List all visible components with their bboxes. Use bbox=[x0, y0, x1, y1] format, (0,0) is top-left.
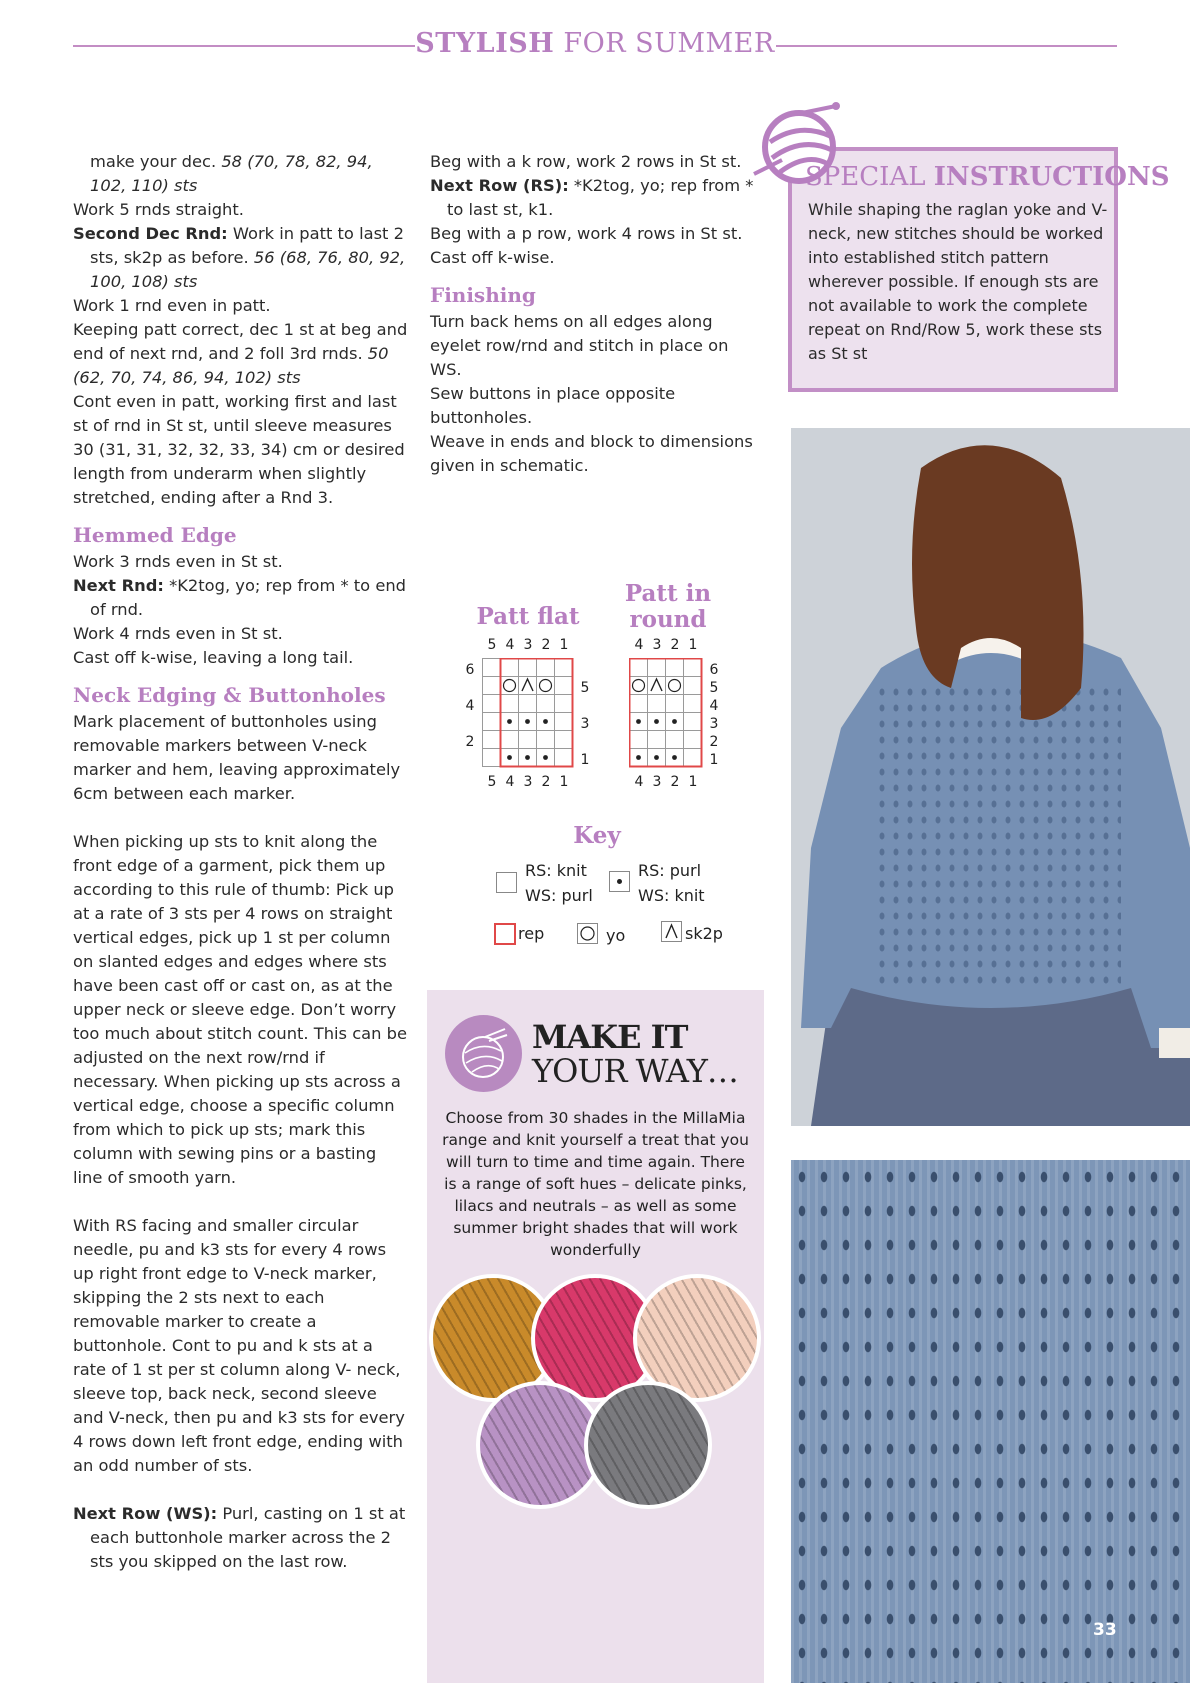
chart-number-label: 6 bbox=[709, 662, 719, 678]
text-run: With RS facing and smaller circular needle, pu and k3 sts for every 4 rows up right front edge to V-neck marker, skipping the 2 sts next to each removable marker to create a buttonhole. Cont to pu and k sts at a rate of 1 st per st column along V- neck, sleeve top, back neck, second sleeve and V-neck, then pu and k3 sts for every 4 rows down left front edge, ending with an odd number of sts. bbox=[73, 1216, 405, 1475]
text-run: Weave in ends and block to dimensions given in schematic. bbox=[430, 432, 753, 475]
paragraph bbox=[73, 710, 408, 806]
paragraph-gap bbox=[73, 1190, 408, 1214]
section-heading bbox=[430, 282, 765, 308]
text-run: Work 3 rnds even in St st. bbox=[73, 552, 283, 571]
knit-symbol-icon bbox=[496, 872, 517, 893]
chart-number-label: 4 bbox=[709, 698, 719, 714]
text-run: *K2tog, yo; rep from * to end of rnd. bbox=[90, 576, 406, 619]
text-run: Turn back hems on all edges along eyelet row/rnd and stitch in place on WS. bbox=[430, 312, 729, 379]
sk2p-symbol-icon bbox=[661, 921, 683, 943]
chart-number-label: 5 bbox=[580, 680, 590, 696]
chart-number-label: 1 bbox=[688, 774, 698, 790]
chart-number-label: 4 bbox=[634, 774, 644, 790]
text-run: Beg with a p row, work 4 rows in St st. bbox=[430, 224, 743, 243]
text-run: 58 (70, 78, 82, 94, 102, 110) sts bbox=[90, 152, 373, 195]
key-purl-rs: RS: purl bbox=[638, 861, 702, 880]
paragraph bbox=[73, 390, 408, 510]
paragraph bbox=[73, 830, 408, 1190]
chart-number-label: 2 bbox=[670, 774, 680, 790]
chart-number-label: 4 bbox=[634, 637, 644, 653]
paragraph bbox=[73, 150, 408, 198]
paragraph bbox=[430, 430, 765, 478]
paragraph bbox=[73, 318, 408, 390]
chart-number-label: 1 bbox=[559, 774, 569, 790]
key-title: Key bbox=[573, 822, 621, 849]
text-run: Mark placement of buttonholes using removable markers between V-neck marker and hem, leaving approximately 6cm between each marker. bbox=[73, 712, 401, 803]
paragraph bbox=[430, 382, 765, 430]
paragraph bbox=[430, 150, 765, 174]
paragraph bbox=[73, 622, 408, 646]
text-run: Beg with a k row, work 2 rows in St st. bbox=[430, 152, 742, 171]
paragraph bbox=[73, 1502, 408, 1574]
text-run: make your dec. bbox=[90, 152, 222, 171]
text-run: Next Row (WS): bbox=[73, 1504, 218, 1523]
paragraph bbox=[430, 222, 765, 246]
purl-symbol-icon bbox=[609, 871, 630, 892]
chart-number-label: 2 bbox=[670, 637, 680, 653]
paragraph bbox=[73, 1214, 408, 1478]
text-run: Next Rnd: bbox=[73, 576, 164, 595]
chart-flat-grid bbox=[482, 658, 576, 772]
lace-closeup-photo bbox=[791, 1160, 1190, 1683]
chart-number-label: 1 bbox=[709, 752, 719, 768]
yarn-badge-icon bbox=[445, 1015, 522, 1092]
chart-round-grid bbox=[629, 658, 705, 772]
your-way-title: YOUR WAY… bbox=[532, 1052, 738, 1090]
chart-number-label: 5 bbox=[709, 680, 719, 696]
page-number: 33 bbox=[1093, 1620, 1117, 1640]
chart-number-label: 3 bbox=[652, 637, 662, 653]
chart-number-label: 6 bbox=[465, 662, 475, 678]
chart-number-label: 5 bbox=[487, 774, 497, 790]
text-run: Work 5 rnds straight. bbox=[73, 200, 244, 219]
header-rule-left bbox=[73, 45, 415, 47]
chart-number-label: 1 bbox=[580, 752, 590, 768]
paragraph bbox=[73, 646, 408, 670]
paragraph bbox=[73, 222, 408, 294]
paragraph bbox=[73, 198, 408, 222]
text-run: 50 (62, 70, 74, 86, 94, 102) sts bbox=[73, 344, 389, 387]
text-run: Cont even in patt, working first and last st of rnd in St st, until sleeve measures 30 (31, 31, 32, 32, 33, 34) cm or desired length from underarm when slightly stretched, ending after a Rnd 3. bbox=[73, 392, 405, 507]
section-heading bbox=[73, 522, 408, 548]
chart-number-label: 2 bbox=[541, 774, 551, 790]
text-run: Keeping patt correct, dec 1 st at beg and end of next rnd, and 2 foll 3rd rnds. bbox=[73, 320, 408, 363]
yarn-swatch bbox=[584, 1381, 712, 1509]
special-instructions-title: SPECIAL INSTRUCTIONS bbox=[805, 162, 1170, 192]
yo-symbol-icon bbox=[577, 923, 599, 945]
special-instructions-text: While shaping the raglan yoke and V-neck, new stitches should be worked into established stitch pattern wherever possible. If enough sts are not available to work the complete repeat on Rnd/Row 5, work these sts as St st bbox=[808, 200, 1108, 363]
section-heading bbox=[73, 682, 408, 708]
text-run: Finishing bbox=[430, 283, 536, 307]
chart-number-label: 4 bbox=[465, 698, 475, 714]
text-run: Sew buttons in place opposite buttonholes. bbox=[430, 384, 676, 427]
key-knit-ws: WS: purl bbox=[525, 886, 593, 905]
text-run: Next Row (RS): bbox=[430, 176, 569, 195]
make-it-title: MAKE IT bbox=[532, 1018, 688, 1056]
paragraph-gap bbox=[73, 1478, 408, 1502]
key-rep: rep bbox=[518, 924, 545, 943]
chart-number-label: 3 bbox=[652, 774, 662, 790]
text-run: Neck Edging & Buttonholes bbox=[73, 683, 386, 707]
page-header-title: STYLISH FOR SUMMER bbox=[415, 28, 775, 59]
chart-number-label: 4 bbox=[505, 774, 515, 790]
chart-number-label: 3 bbox=[523, 774, 533, 790]
text-run: Work in patt to last 2 sts, sk2p as before. bbox=[90, 224, 404, 267]
chart-number-label: 3 bbox=[523, 637, 533, 653]
paragraph bbox=[430, 174, 765, 222]
chart-number-label: 4 bbox=[505, 637, 515, 653]
header-rule-right bbox=[776, 45, 1117, 47]
key-purl-ws: WS: knit bbox=[638, 886, 705, 905]
left-text-column bbox=[73, 150, 408, 1574]
chart-number-label: 2 bbox=[541, 637, 551, 653]
paragraph bbox=[73, 294, 408, 318]
text-run: Purl, casting on 1 st at each buttonhole marker across the 2 sts you skipped on the last row. bbox=[90, 1504, 406, 1571]
chart-number-label: 1 bbox=[559, 637, 569, 653]
chart-number-label: 5 bbox=[487, 637, 497, 653]
paragraph-gap bbox=[73, 806, 408, 830]
text-run: 56 (68, 76, 80, 92, 100, 108) sts bbox=[90, 248, 406, 291]
paragraph bbox=[73, 550, 408, 574]
paragraph bbox=[430, 310, 765, 382]
text-run: Second Dec Rnd: bbox=[73, 224, 228, 243]
text-run: When picking up sts to knit along the front edge of a garment, pick them up according to this rule of thumb: Pick up at a rate of 3 sts per 4 rows on straight vertical edges, pick up 1 st per column on slanted edges and edges where sts have been cast off or cast on, as at the upper neck or sleeve edge. Don’t worry too much about stitch count. This can be adjusted on the next row/rnd if necessary. When picking up sts across a vertical edge, choose a specific column from which to pick up sts; mark this column with sewing pins or a basting line of smooth yarn. bbox=[73, 832, 407, 1187]
key-sk2p: sk2p bbox=[685, 924, 723, 943]
chart-flat-title: Patt flat bbox=[476, 603, 580, 630]
text-run: Cast off k-wise, leaving a long tail. bbox=[73, 648, 354, 667]
key-knit-rs: RS: knit bbox=[525, 861, 587, 880]
middle-text-column bbox=[430, 150, 765, 478]
chart-round-title: Patt in round bbox=[624, 580, 712, 633]
text-run: Cast off k-wise. bbox=[430, 248, 555, 267]
model-back-photo bbox=[791, 428, 1190, 1126]
chart-number-label: 2 bbox=[709, 734, 719, 750]
chart-number-label: 3 bbox=[709, 716, 719, 732]
chart-number-label: 2 bbox=[465, 734, 475, 750]
make-it-text: Choose from 30 shades in the MillaMia range and knit yourself a treat that you will turn to time and time again. There is a range of soft hues – delicate pinks, lilacs and neutrals – as well as some summer bright shades that will work wonderfully bbox=[442, 1109, 749, 1259]
chart-number-label: 1 bbox=[688, 637, 698, 653]
text-run: Hemmed Edge bbox=[73, 523, 237, 547]
text-run: Work 4 rnds even in St st. bbox=[73, 624, 283, 643]
chart-number-label: 3 bbox=[580, 716, 590, 732]
paragraph bbox=[73, 574, 408, 622]
repeat-symbol-icon bbox=[494, 923, 516, 945]
text-run: *K2tog, yo; rep from * to last st, k1. bbox=[447, 176, 754, 219]
text-run: Work 1 rnd even in patt. bbox=[73, 296, 271, 315]
paragraph bbox=[430, 246, 765, 270]
key-yo: yo bbox=[606, 926, 626, 945]
